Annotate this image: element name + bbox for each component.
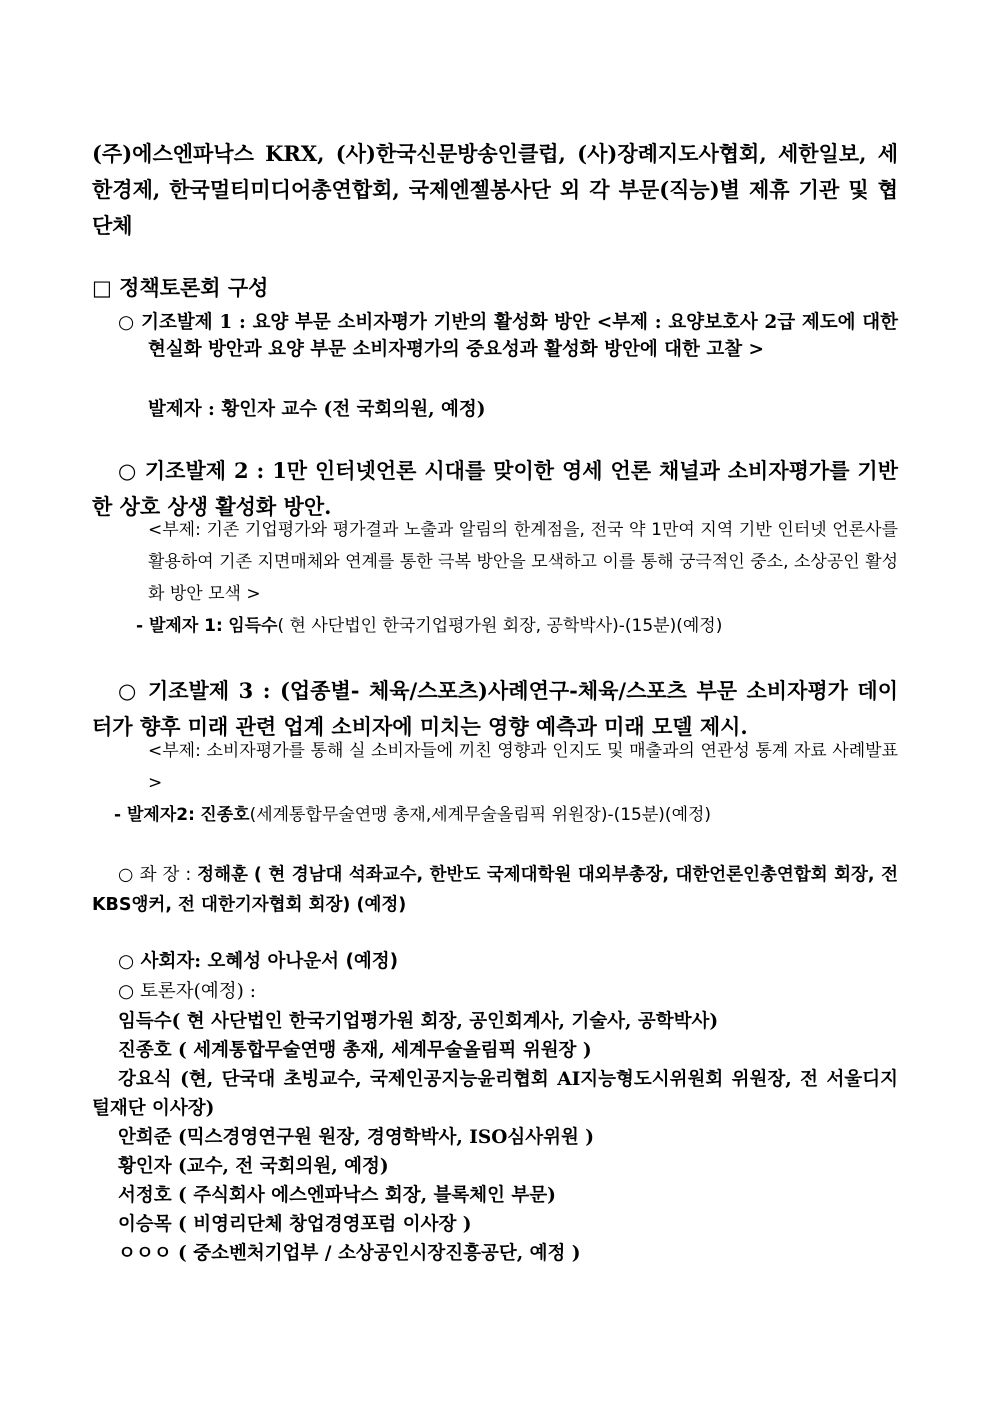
keynote-3-presenter [114, 799, 898, 831]
keynote-2-subtitle: <부제: 기존 기업평가와 평가결과 노출과 알림의 한계점을, 전국 약 1만여 지역 기반 인터넷 언론사를 활용하여 기존 지면매체와 연계를 통한 극복 방안을 모색하고 이를 통해 궁극적인 중소, 소상공인 활성화 방안 모색 > [148, 520, 898, 604]
list-item: 황인자 (교수, 전 국회의원, 예정) [118, 1156, 389, 1177]
list-item: 이승목 ( 비영리단체 창업경영포럼 이사장 ) [118, 1214, 472, 1235]
keynote-1-presenter: 발제자 : 황인자 교수 (전 국회의원, 예정) [148, 399, 486, 420]
chair-label: ○ 좌 장 : [118, 865, 192, 885]
presenter-label: - 발제자2: [114, 805, 195, 825]
section-heading [92, 270, 898, 306]
keynote-3-subtitle: <부제: 소비자평가를 통해 실 소비자들에 끼친 영향과 인지도 및 매출과의 연관성 통계 자료 사례발표> [148, 741, 898, 793]
list-item: ㅇㅇㅇ ( 중소벤처기업부 / 소상공인시장진흥공단, 예정 ) [118, 1243, 581, 1264]
presenter-name: 임득수 [228, 616, 278, 636]
list-item: 진종호 ( 세계통합무술연맹 총재, 세계무술올림픽 위원장 ) [118, 1040, 592, 1061]
moderator [118, 948, 898, 975]
chair-detail: ( 현 경남대 석좌교수, 한반도 국제대학원 대외부총장, 대한언론인총연합회 회장, 전 KBS앵커, 전 대한기자협회 회장) (예정) [92, 865, 898, 915]
presenter-label: - 발제자 1: [136, 616, 223, 636]
chair-name: 정해훈 [197, 865, 248, 885]
panel-heading: ○ 토론자(예정) : [118, 981, 256, 1002]
keynote-3-title: ○ 기조발제 3 : (업종별- 체육/스포츠)사례연구-체육/스포츠 부문 소비자평가 데이터가 향후 미래 관련 업계 소비자에 미치는 영향 예측과 미래 모델 제시. [92, 678, 898, 739]
moderator-text: ○ 사회자: 오혜성 아나운서 [118, 951, 340, 972]
moderator-note: (예정) [345, 951, 399, 972]
list-item: 안희준 (믹스경영연구원 원장, 경영학박사, ISO심사위원 ) [118, 1127, 595, 1148]
panel-list [92, 1007, 898, 1268]
presenter-detail: (세계통합무술연맹 총재,세계무술올림픽 위원장)-(15분)(예정) [249, 805, 712, 825]
keynote-2-presenter [136, 610, 898, 642]
keynote-2-title: ○ 기조발제 2 : 1만 인터넷언론 시대를 맞이한 영세 언론 채널과 소비자평가를 기반한 상호 상생 활성화 방안. [92, 458, 898, 519]
keynote-1: ○ 기조발제 1 : 요양 부문 소비자평가 기반의 활성화 방안 <부제 : 요양보호사 2급 제도에 대한 현실화 방안과 요양 부문 소비자평가의 중요성과 활성화 방안에 대한 고찰 > [118, 312, 898, 360]
chair [92, 860, 898, 920]
section-title: 정책토론회 구성 [119, 275, 269, 300]
list-item: 서정호 ( 주식회사 에스엔파낙스 회장, 블록체인 부문) [118, 1185, 556, 1206]
list-item: 임득수( 현 사단법인 한국기업평가원 회장, 공인회계사, 기술사, 공학박사) [118, 1011, 719, 1032]
list-item: 강요식 (현, 단국대 초빙교수, 국제인공지능윤리협회 AI지능형도시위원회 위원장, 전 서울디지털재단 이사장) [92, 1069, 898, 1119]
presenter-name: 진종호 [200, 805, 250, 825]
presenter-detail: ( 현 사단법인 한국기업평가원 회장, 공학박사)-(15분)(예정) [277, 616, 723, 636]
checkbox-icon: □ [92, 275, 112, 300]
partner-organizations: (주)에스엔파낙스 KRX, (사)한국신문방송인클럽, (사)장례지도사협회, 세한일보, 세한경제, 한국멀티미디어총연합회, 국제엔젤봉사단 외 각 부문(직능)별 제휴 기관 및 협단체 [92, 141, 898, 238]
